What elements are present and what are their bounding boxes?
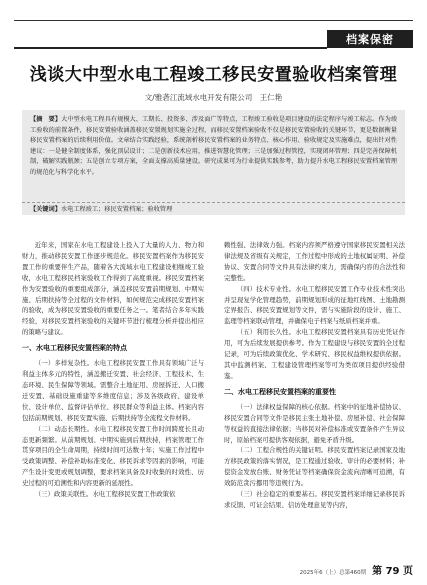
author-line: 文/雅砻江流域水电开发有限公司 王仁艳	[144, 93, 283, 102]
paragraph-legal-text: 档案中的征地补偿协议、移民安置合同等文件是移民主张土地补偿、房屋补偿、社会保障等权益的直接法律依据；当移民对补偿标准或安置条件产生异议时，原始档案可提供客观依据，避免矛盾升级。	[224, 402, 405, 444]
subheading-dynamic: （二）动态长期性。	[34, 424, 94, 433]
keywords-row	[22, 202, 405, 215]
keywords-label: 【关键词】	[30, 206, 61, 213]
paragraph-diversity	[22, 358, 204, 423]
subheading-longterm: （五）利用长久性。	[236, 328, 296, 337]
paragraph-compliance	[224, 445, 405, 489]
paragraph-dynamic	[22, 424, 204, 489]
subheading-technical: （四）技术专业性。	[236, 284, 296, 293]
section-tag: 档案保密	[327, 30, 413, 48]
intro-paragraph: 近年来，国家在水电工程建设上投入了大量的人力、物力和财力，推动移民安置工作逐步规范化。移民安置档案作为移民安置工作的重要伴生产品，随着各大流域水电工程建设相继竣工验收，水电工程移民档案验收工作得到了高度重视。移民安置档案作为安置验收的重要组成部分，涵盖移民安置前期规划、中期实施、后期扶持等全过程的文件材料，如何规范完成移民安置档案的验收，成为移民安置验收的重要任务之一。笔者结合多年实践经验，对移民安置档案验收的关键环节进行梳理分析并提出相应的策略与建议。	[22, 241, 204, 337]
body-column-left	[22, 240, 204, 560]
subheading-legal: （一）法律权益保障的核心依据。	[236, 402, 334, 411]
abstract-text: 大中型水电工程具有规模大、工期长、投资多、涉及面广等特点，工程竣工验收是项目建设的法定程序与竣工标志。作为竣工验收的前置条件，移民安置验收涵盖移民安置规划实施全过程，而移民安置档案验收不仅是移民安置验收的关键环节，更是数据衡量移民安置档案的后续利用价值。文章结合实践经验，系统剖析移民安置档案的业务特点、核心作用、验收规定及实施难点，提出针对性建议：一是健全制度体系，强化顶层设计；二是创新技术应用，推进智慧化管理；三是加强过程管控，实现闭环管理；四是完善保障机制，破解实践瓶颈；五是创立专项方案，全面支撑高质量建设。研究成果可为行业提供实践参考，助力提升水电工程移民安置档案管理的规范化与科学化水平。	[30, 116, 398, 176]
subheading-compliance: （二）工程合规性的关键证明。	[236, 446, 328, 455]
paragraph-stability	[224, 489, 405, 511]
paragraph-diversity-text: 水电工程移民安置工作具有领域广泛与利益主体多元的特性，涵盖搬迁安置、社会经济、工程技术、生态环境、民生保障等领域。需整合土地征用、房屋拆迁、人口搬迁安置、基础设施重建等多维度信息；涉及各级政府、建设单位、设计单位、监督评估单位、移民群众等利益主体。档案内容包括前期规划、移民安置实施、后期扶持等全流程文件材料。	[22, 359, 204, 422]
abstract-label: 【摘 要】	[30, 116, 62, 123]
subheading-stability: （三）社会稳定的重要基石。	[236, 490, 321, 499]
subheading-policy: （三）政策关联性。	[34, 490, 93, 499]
keywords-text: 水电工程竣工；移民安置档案；验收管理	[60, 206, 173, 213]
header-bottom-rule	[14, 47, 327, 49]
subheading-diversity: （一）多样复杂性。	[34, 359, 94, 368]
page-number: 第 79 页	[372, 566, 413, 577]
paragraph-technical-text: 水电工程移民安置工作专业技术性突出并呈现复学化管理趋势，前期规划形成的征地红线图、土地勘测定界报告、移民安置规划等文件，需与实施阶段的设计、施工、监理等档案联动管理，并确保电子档案与纸质档案并重。	[224, 284, 405, 326]
header-top-rule	[14, 20, 413, 21]
paragraph-longterm-text: 水电工程移民安置档案具有历史凭证作用，可为后续发展提供参考。作为工程建设与移民安置的全过程记录，可为后续政策优化、学术研究、移民权益维权提供依据。其中监测档案、工程建设管理档案等可为类似项目提供经验借鉴。	[224, 328, 405, 380]
paragraph-legal	[224, 402, 405, 446]
article-title: 浅谈大中型水电工程竣工移民安置验收档案管理	[29, 65, 398, 85]
paragraph-compliance-text: 移民安置档案记录国家及地方移民政策的落实情况，是工程通过验收、审计的必要材料；补偿资金发放台账、财务凭证等档案确保资金流向清晰可追溯，有效防范贪污挪用等违规行为。	[224, 446, 405, 488]
paragraph-policy	[22, 489, 204, 500]
paragraph-longterm	[224, 327, 405, 382]
abstract-box	[22, 110, 405, 202]
issue-info: 2025年6（上）总第460期	[299, 570, 367, 576]
section-heading-importance: 二、水电工程移民安置档案的重要性	[224, 387, 336, 396]
paragraph-dynamic-text: 水电工程移民安置工作时间跨度长且动态更新频繁。从前期规划、中期实施到后期扶持，档案管理工作贯穿项目的全生命周期，持续时间可达数十年；实施工作过程中受政策调整、补偿补助标准变化、移民诉求等因素的影响，可能产生设计变更或规划调整，要求档案具备及时收集的时效性、历史过程的可追溯性和内容更新的延展性。	[22, 424, 204, 488]
paragraph-policy-continued: 赖性强、法律效力强。档案内容须严格遵守国家移民安置相关法律法规及省级有关规定，工作过程中形成的土地权属证明、补偿协议、安置合同等文件具有法律约束力，需确保内容的合法性和完整性。	[224, 241, 405, 282]
paragraph-technical	[224, 284, 405, 328]
section-heading-characteristics: 一、水电工程移民安置档案的特点	[22, 344, 127, 353]
paragraph-policy-text: 水电工程移民安置工作政策依	[92, 490, 176, 499]
body-column-right	[224, 240, 405, 560]
paragraph-stability-text: 移民安置档案详细记录移民诉求反馈、可证会结果、信访处理意见等内容，	[224, 490, 405, 509]
page-footer	[300, 562, 413, 577]
